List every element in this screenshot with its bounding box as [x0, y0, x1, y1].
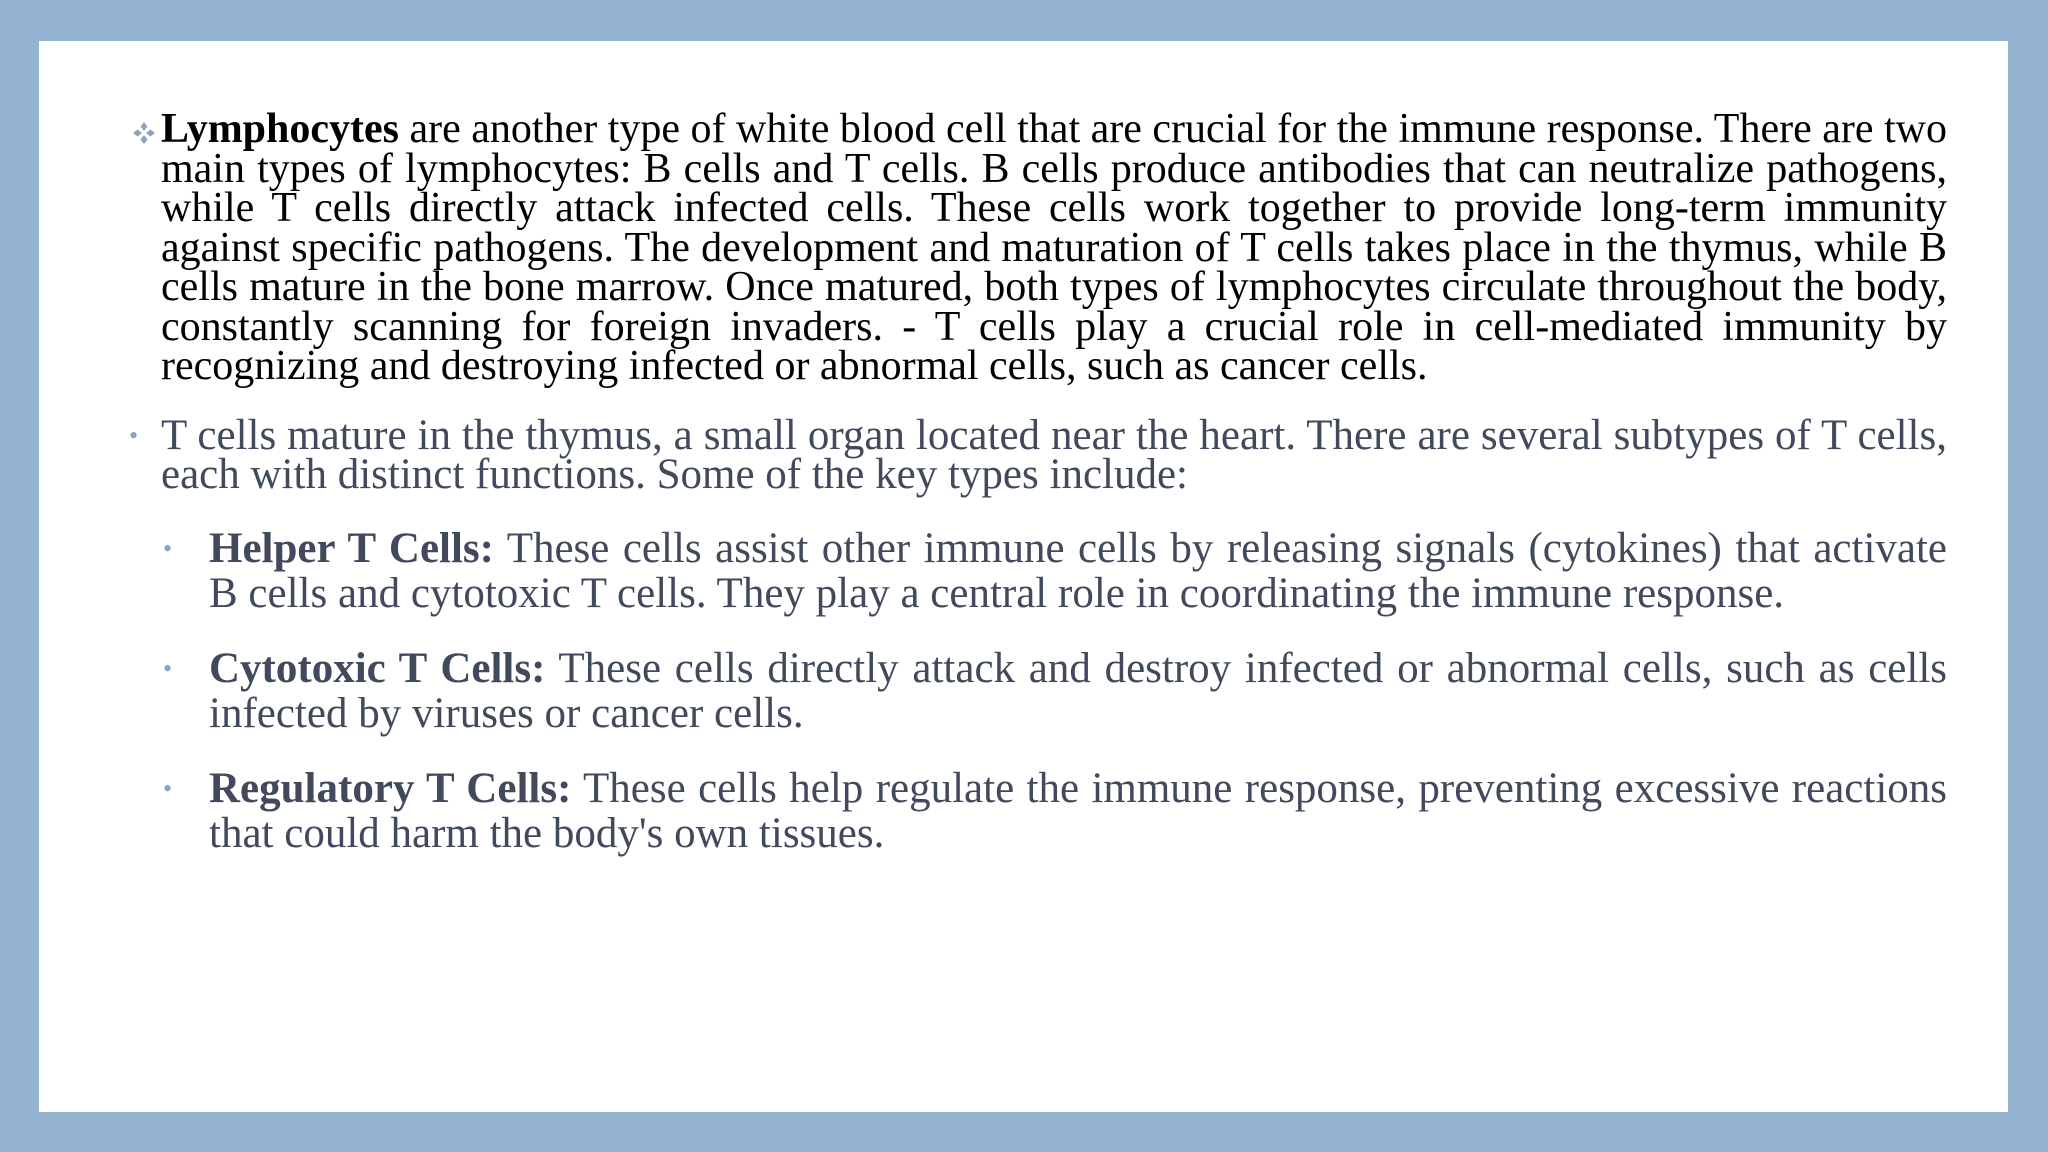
- bullet-lymphocytes-term: Lymphocytes: [161, 106, 400, 152]
- slide-content: [129, 106, 1948, 886]
- sub-bullet-text: These cells assist other immune cells by releasing signals (cytokines) that activate B cells and cytotoxic T cells. They play a central role in coordinating the immune response.: [209, 524, 1948, 617]
- sub-bullet-term: Helper T Cells:: [209, 524, 494, 572]
- bullet-lymphocytes: [161, 106, 1947, 389]
- sub-bullet-helper-t-cells: [163, 524, 1948, 617]
- dot-bullet-icon: •: [163, 533, 173, 563]
- sub-bullet-regulatory-t-cells: [163, 764, 1948, 857]
- sub-bullet-text: These cells directly attack and destroy infected or abnormal cells, such as cells infected by viruses or cancer cells.: [209, 644, 1947, 737]
- diamond-bullet-icon: [131, 114, 157, 140]
- sub-bullet-term: Cytotoxic T Cells:: [209, 644, 546, 692]
- sub-bullet-cytotoxic-t-cells: [163, 644, 1947, 737]
- sub-bullet-text: These cells help regulate the immune response, preventing excessive reactions that could harm the body's own tissues.: [209, 764, 1948, 857]
- dot-bullet-icon: •: [163, 773, 173, 803]
- dot-bullet-icon: •: [129, 420, 139, 450]
- bullet-t-cells: [129, 411, 1947, 498]
- dot-bullet-icon: •: [163, 653, 173, 683]
- sub-bullet-term: Regulatory T Cells:: [209, 764, 572, 812]
- bullet-lymphocytes-text: are another type of white blood cell that are crucial for the immune response. There are two main types of lymphocytes: B cells and T cells. B cells produce antibodies that can neutralize pathogens, while T cells directly attack infected cells. These cells work together to provide long-term immunity against specific pathogens. The development and maturation of T cells takes place in the thymus, while B cells mature in the bone marrow. Once matured, both types of lymphocytes circulate throughout the body, constantly scanning for foreign invaders. - T cells play a crucial role in cell-mediated immunity by recognizing and destroying infected or abnormal cells, such as cancer cells.: [161, 106, 1947, 389]
- bullet-t-cells-text: T cells mature in the thymus, a small organ located near the heart. There are several subtypes of T cells, each with distinct functions. Some of the key types include:: [161, 411, 1947, 498]
- t-cell-subtypes-list: [161, 526, 1947, 856]
